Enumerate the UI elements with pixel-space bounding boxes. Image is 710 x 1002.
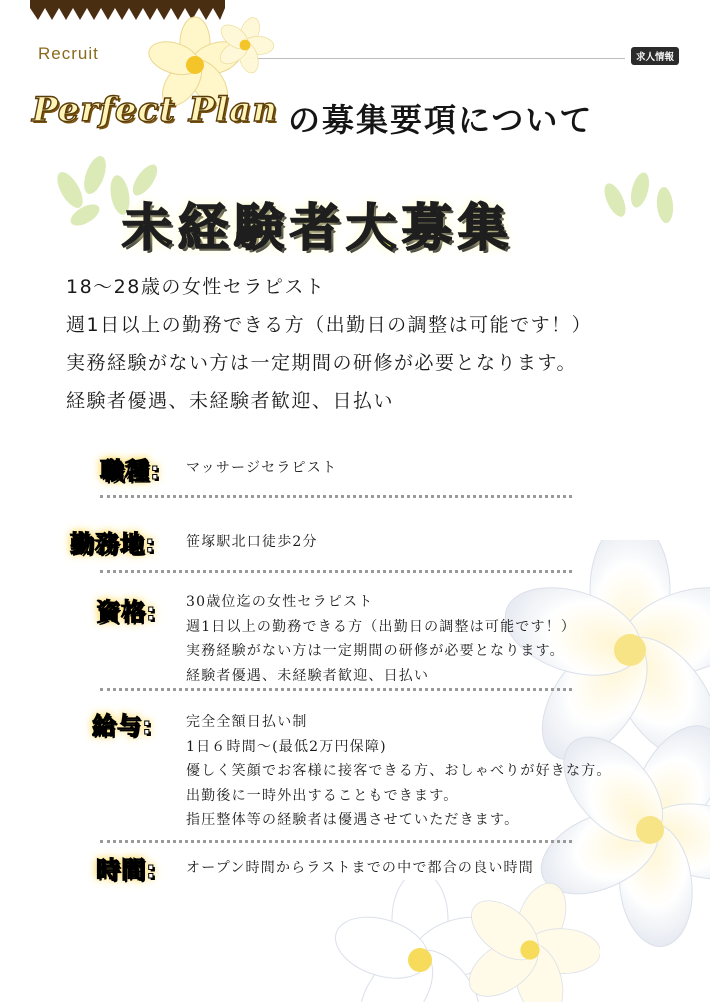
- job-type-value: [186, 456, 337, 481]
- qualification-value: [186, 590, 576, 688]
- intro-line: 18～28歳の女性セラピスト: [66, 276, 326, 298]
- salary-label: 給与:: [92, 712, 153, 740]
- salary-line: 1日６時間～(最低2万円保障): [186, 738, 387, 755]
- page-title: の募集要項について: [288, 101, 594, 139]
- salary-line: 出勤後に一時外出することもできます。: [186, 787, 459, 804]
- intro-line: 経験者優遇、未経験者歓迎、日払い: [66, 390, 395, 412]
- main-headline: 未経験者大募集: [122, 199, 514, 257]
- white-plumeria-flowers-decoration: [300, 880, 600, 1002]
- location-value: [186, 530, 318, 555]
- leaves-decoration-icon: [585, 160, 695, 240]
- salary-value: [186, 710, 612, 833]
- intro-line: 実務経験がない方は一定期間の研修が必要となります。: [66, 352, 577, 374]
- recruit-label: Recruit: [38, 44, 99, 63]
- qualification-line: 30歳位迄の女性セラピスト: [186, 594, 374, 610]
- salary-line: 完全全額日払い制: [186, 714, 308, 730]
- qualification-line: 経験者優遇、未経験者歓迎、日払い: [186, 667, 430, 684]
- qualification-line: 実務経験がない方は一定期間の研修が必要となります。: [186, 643, 565, 659]
- header-divider: [245, 58, 625, 59]
- section-divider: [100, 840, 572, 843]
- section-divider: [100, 688, 572, 691]
- job-type-line: マッサージセラピスト: [186, 460, 338, 476]
- location-label: 勤務地:: [70, 530, 156, 558]
- job-type-label: 職種:: [100, 457, 161, 485]
- intro-text: [66, 268, 592, 420]
- hours-value: [186, 856, 534, 881]
- qualification-line: 週1日以上の勤務できる方（出勤日の調整は可能です！）: [186, 618, 577, 635]
- brand-logo: Perfect Plan: [32, 90, 278, 130]
- hours-label: 時間:: [96, 856, 157, 884]
- section-divider: [100, 495, 572, 498]
- intro-line: 週1日以上の勤務できる方（出勤日の調整は可能です！）: [66, 314, 593, 336]
- salary-line: 優しく笑顔でお客様に接客できる方、おしゃべりが好きな方。: [186, 763, 612, 779]
- section-divider: [100, 570, 572, 573]
- salary-line: 指圧整体等の経験者は優遇させていただきます。: [186, 812, 520, 828]
- qualification-label: 資格:: [96, 598, 157, 626]
- recruit-info-tag: 求人情報: [631, 47, 679, 65]
- hours-line: オープン時間からラストまでの中で都合の良い時間: [186, 860, 534, 876]
- location-line: 笹塚駅北口徒歩2分: [186, 534, 318, 550]
